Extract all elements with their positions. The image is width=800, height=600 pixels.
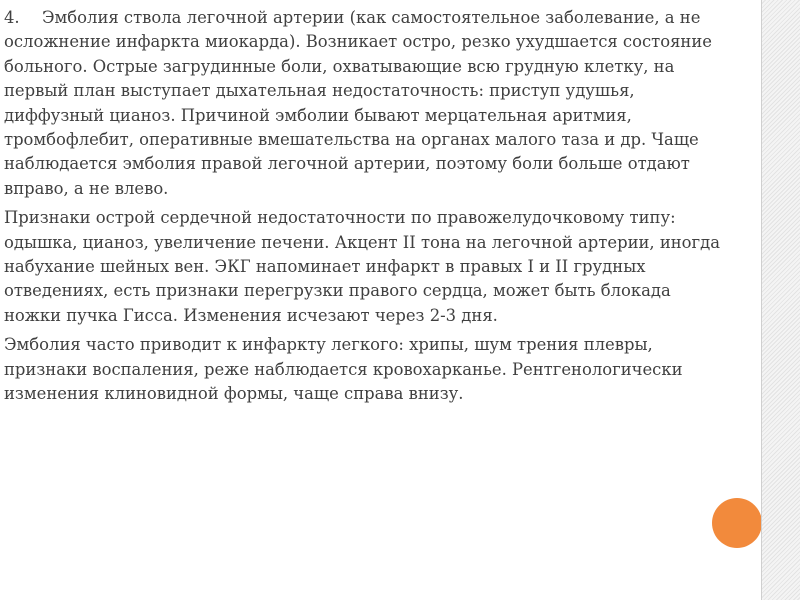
- paragraph-number: 4.: [4, 8, 20, 27]
- hatched-sidebar-decoration: [761, 0, 800, 600]
- paragraph-heart-failure-signs: Признаки острой сердечной недостаточности по правожелудочковому типу: одышка, цианоз, увеличение печени. Акцент II тона на легочной артерии, иногда набухание шейных вен. ЭКГ напоминает инфаркт в правых I и II грудных отведениях, есть признаки перегрузки правого сердца, может быть блокада ножки пучка Гисса. Изменения исчезают через 2-3 дня.: [4, 208, 721, 325]
- slide-body: [4, 6, 724, 412]
- paragraph-lung-infarction: Эмболия часто приводит к инфаркту легкого: хрипы, шум трения плевры, признаки воспаления, реже наблюдается кровохарканье. Рентгенологически изменения клиновидной формы, чаще справа внизу.: [4, 335, 683, 404]
- orange-circle-decoration: [712, 498, 762, 548]
- paragraph-text: Эмболия ствола легочной артерии (как самостоятельное заболевание, а не осложнение инфаркта миокарда). Возникает остро, резко ухудшается состояние больного. Острые загрудинные боли, охватывающие всю грудную клетку, на первый план выступает дыхательная недостаточность: приступ удушья, диффузный цианоз. Причиной эмболии бывают мерцательная аритмия, тромбофлебит, оперативные вмешательства на органах малого таза и др. Чаще наблюдается эмболия правой легочной артерии, поэтому боли больше отдают вправо, а не влево.: [4, 8, 712, 198]
- paragraph-embolism-trunk: [4, 6, 724, 201]
